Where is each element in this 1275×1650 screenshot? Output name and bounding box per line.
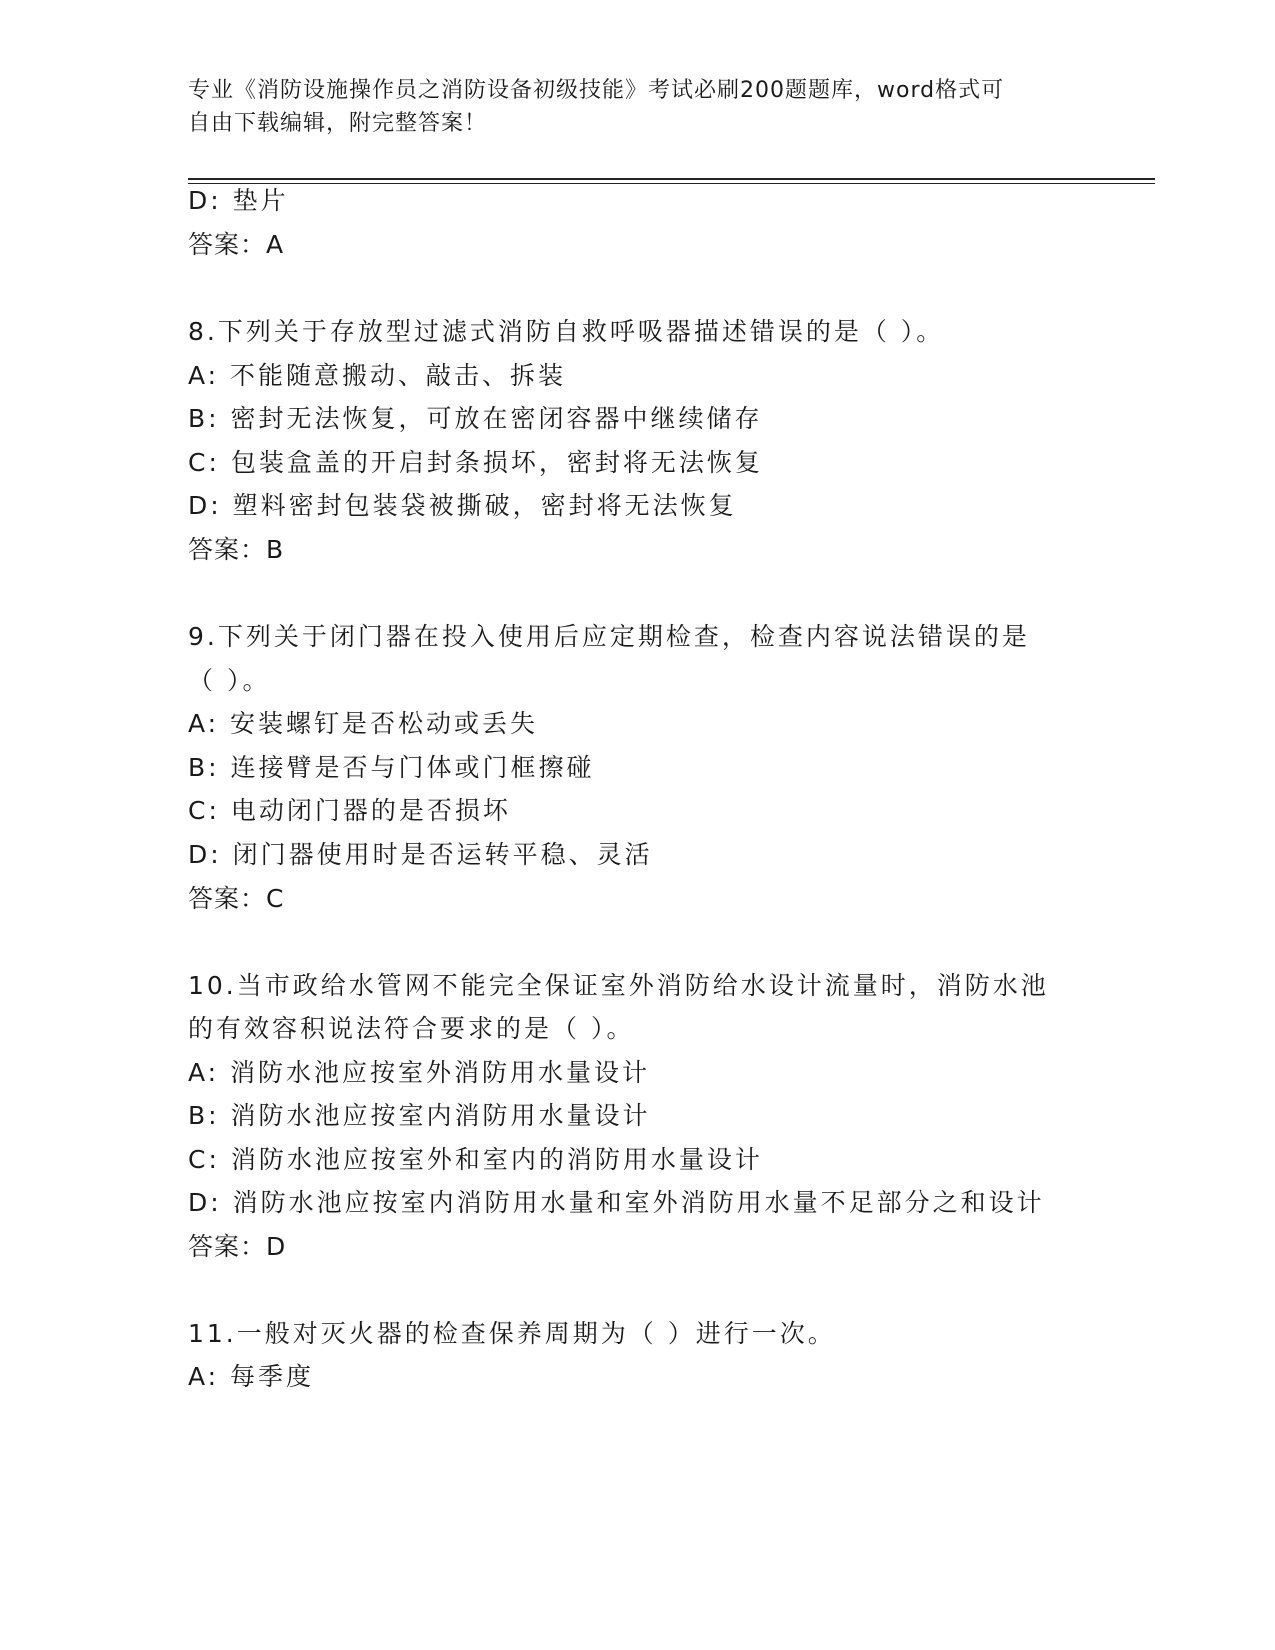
question-10-answer: 答案：D: [188, 1232, 287, 1261]
header-line-1: 专业《消防设施操作员之消防设备初级技能》考试必刷200题题库，word格式可: [188, 78, 1005, 103]
question-8-option-b: B: 密封无法恢复，可放在密闭容器中继续储存: [188, 404, 763, 433]
question-9-option-d: D: 闭门器使用时是否运转平稳、灵活: [188, 840, 653, 869]
question-8-option-c: C: 包装盒盖的开启封条损坏，密封将无法恢复: [188, 448, 763, 477]
question-11-option-a: A: 每季度: [188, 1362, 315, 1391]
question-8-option-a: A: 不能随意搬动、敲击、拆装: [188, 361, 567, 390]
question-9-option-b: B: 连接臂是否与门体或门框擦碰: [188, 753, 595, 782]
question-10-option-a: A: 消防水池应按室外消防用水量设计: [188, 1058, 651, 1087]
question-9-stem-line-1: 9.下列关于闭门器在投入使用后应定期检查，检查内容说法错误的是: [188, 622, 1030, 651]
question-10-stem-line-2: 的有效容积说法符合要求的是（ ）。: [188, 1014, 635, 1043]
question-8-answer: 答案：B: [188, 535, 285, 564]
question-9-answer: 答案：C: [188, 884, 285, 913]
answer-prev: 答案：A: [188, 230, 285, 259]
header-text: [188, 74, 1088, 140]
question-8-stem: 8.下列关于存放型过滤式消防自救呼吸器描述错误的是（ ）。: [188, 317, 945, 346]
question-10-stem-line-1: 10.当市政给水管网不能完全保证室外消防给水设计流量时，消防水池: [188, 971, 1049, 1000]
option-d-prev: D: 垫片: [188, 186, 289, 215]
question-10-option-d: D: 消防水池应按室内消防用水量和室外消防用水量不足部分之和设计: [188, 1188, 1045, 1217]
question-10-option-c: C: 消防水池应按室外和室内的消防用水量设计: [188, 1145, 763, 1174]
header-divider-thick: [188, 178, 1155, 180]
header-line-2: 自由下载编辑，附完整答案！: [188, 111, 488, 136]
question-11-stem: 11.一般对灭火器的检查保养周期为（ ）进行一次。: [188, 1319, 836, 1348]
header-divider-thin: [188, 183, 1155, 184]
question-10-option-b: B: 消防水池应按室内消防用水量设计: [188, 1101, 651, 1130]
question-9-option-c: C: 电动闭门器的是否损坏: [188, 796, 511, 825]
question-9-option-a: A: 安装螺钉是否松动或丢失: [188, 709, 539, 738]
question-9-stem-line-2: （ ）。: [188, 666, 271, 695]
question-8-option-d: D: 塑料密封包装袋被撕破，密封将无法恢复: [188, 491, 737, 520]
